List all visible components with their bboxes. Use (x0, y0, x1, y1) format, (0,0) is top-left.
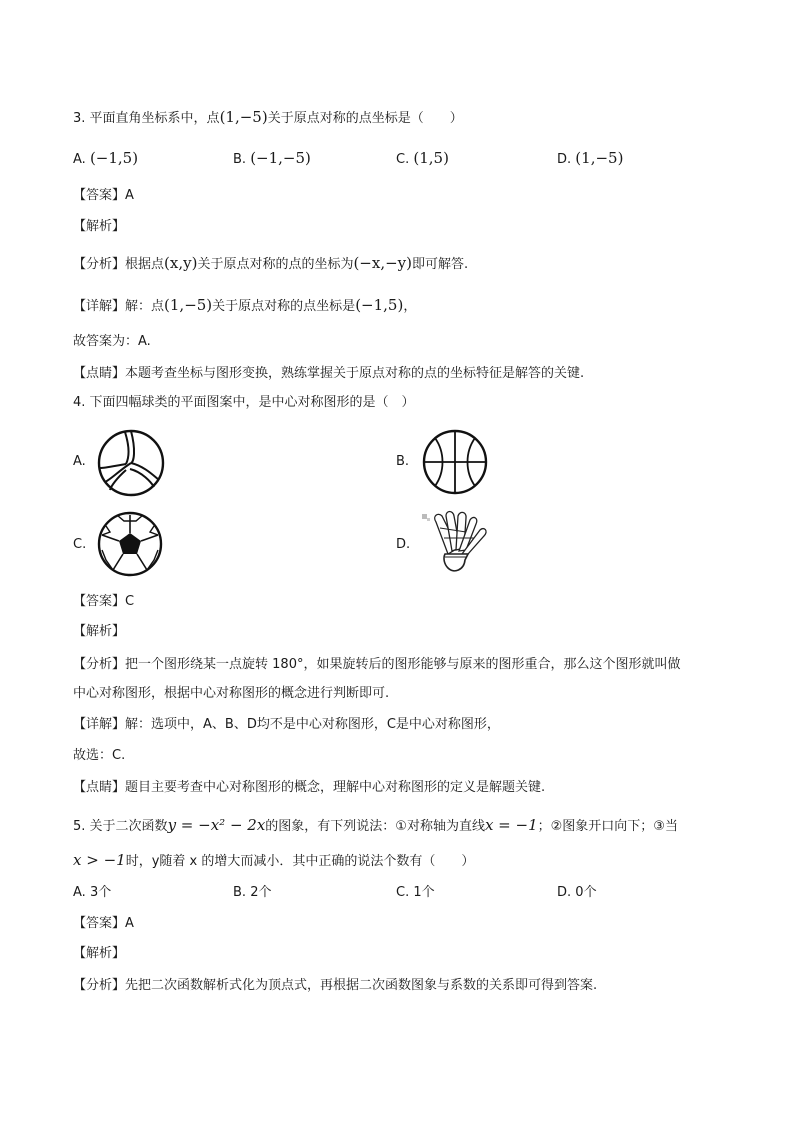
q3-stem-text-a: 平面直角坐标系中，点 (89, 111, 220, 126)
detail-text: 解：选项中，A、B、D均不是中心对称图形，C是中心对称图形， (125, 717, 500, 732)
option-letter: B. (233, 885, 247, 900)
answer-value: C (125, 594, 135, 609)
q5-stem-text-b: 的图象，有下列说法：①对称轴为直线 (265, 819, 485, 834)
q4-conclusion: 故选：C. (73, 748, 126, 763)
shuttlecock-icon[interactable] (418, 508, 494, 580)
q5-answer (73, 914, 134, 934)
option-letter: D. (557, 885, 572, 900)
option-value: (−1,−5) (250, 149, 311, 167)
volleyball-icon[interactable] (96, 428, 166, 498)
answer-tag: 【答案】 (73, 594, 126, 609)
q3-stem-point: (1,−5) (219, 108, 268, 126)
q4-option-b-letter[interactable]: B. (396, 454, 410, 469)
q4-option-d-letter[interactable]: D. (396, 537, 411, 552)
q3-stem (73, 107, 463, 129)
q5-option-d[interactable] (557, 883, 597, 903)
option-value: (1,−5) (575, 149, 624, 167)
q3-option-d[interactable] (557, 148, 623, 170)
q3-stem-text-b: 关于原点对称的点坐标是（ ） (267, 111, 463, 126)
q5-stem-func: y = −x² − 2x (167, 816, 266, 834)
detail-text-b: 关于原点对称的点坐标是 (212, 299, 356, 314)
fenxi-text-1: 把一个图形绕某一点旋转 180°，如果旋转后的图形能够与原来的图形重合，那么这个图形就叫做 (125, 657, 681, 672)
q4-option-c-letter[interactable]: C. (73, 537, 87, 552)
option-letter: A. (73, 152, 86, 167)
q5-stem-cond: x > −1 (73, 851, 126, 869)
option-value: 3个 (89, 885, 112, 900)
fenxi-text-a: 根据点 (125, 257, 165, 272)
option-value: 0个 (575, 885, 597, 900)
q5-option-b[interactable] (233, 883, 271, 903)
q5-stem-text-c: ；②图象开口向下；③当 (537, 819, 678, 834)
fenxi-tag: 【分析】 (73, 257, 126, 272)
detail-text-c: ， (403, 299, 417, 314)
q5-option-a[interactable] (73, 883, 111, 903)
q3-detail (73, 295, 416, 317)
q4-answer (73, 592, 134, 612)
fenxi-tag: 【分析】 (73, 657, 126, 672)
basketball-icon[interactable] (421, 428, 489, 496)
comment-text: 本题考查坐标与图形变换，熟练掌握关于原点对称的点的坐标特征是解答的关键. (125, 366, 585, 381)
comment-text: 题目主要考查中心对称图形的概念，理解中心对称图形的定义是解题关键. (125, 780, 546, 795)
fenxi-text-c: 即可解答. (412, 257, 469, 272)
q4-analysis-tag: 【解析】 (73, 624, 126, 639)
q5-stem-line2 (73, 850, 474, 872)
q3-conclusion: 故答案为：A. (73, 334, 151, 349)
comment-tag: 【点睛】 (73, 366, 126, 381)
q4-option-a-letter[interactable]: A. (73, 454, 86, 469)
detail-tag: 【详解】 (73, 717, 126, 732)
q5-stem-line1 (73, 815, 678, 837)
detail-tag: 【详解】 (73, 299, 126, 314)
q4-stem (73, 393, 415, 413)
option-letter: D. (557, 152, 572, 167)
q4-number: 4. (73, 395, 86, 410)
option-value: 2个 (250, 885, 272, 900)
fenxi-text-b: 关于原点对称的点的坐标为 (197, 257, 354, 272)
answer-value: A (125, 188, 134, 203)
q3-answer (73, 186, 134, 206)
q5-analysis-tag: 【解析】 (73, 946, 126, 961)
answer-tag: 【答案】 (73, 188, 126, 203)
q3-fenxi (73, 253, 468, 275)
option-letter: A. (73, 885, 86, 900)
fenxi-math-1: (x,y) (164, 254, 198, 272)
q4-stem-text: 下面四幅球类的平面图案中，是中心对称图形的是（ ） (89, 395, 415, 410)
q3-option-b[interactable] (233, 148, 311, 170)
answer-value: A (125, 916, 134, 931)
soccer-ball-icon[interactable] (96, 510, 164, 578)
q5-stem-text-d: 时，y随着 x 的增大而减小．其中正确的说法个数有（ ） (125, 854, 475, 869)
fenxi-tag: 【分析】 (73, 978, 126, 993)
detail-math-2: (−1,5) (355, 296, 404, 314)
q3-option-a[interactable] (73, 148, 138, 170)
q3-analysis-tag: 【解析】 (73, 219, 126, 234)
q5-stem-text-a: 关于二次函数 (89, 819, 168, 834)
option-letter: C. (396, 152, 410, 167)
option-letter: C. (396, 885, 410, 900)
comment-tag: 【点睛】 (73, 780, 126, 795)
fenxi-math-2: (−x,−y) (353, 254, 412, 272)
option-letter: B. (233, 152, 247, 167)
option-value: 1个 (413, 885, 435, 900)
option-value: (−1,5) (89, 149, 139, 167)
detail-text-a: 解：点 (125, 299, 165, 314)
q3-number: 3. (73, 111, 86, 126)
q5-number: 5. (73, 819, 86, 834)
fenxi-text: 先把二次函数解析式化为顶点式，再根据二次函数图象与系数的关系即可得到答案. (125, 978, 598, 993)
q5-stem-axis: x = −1 (484, 816, 538, 834)
q5-fenxi (73, 976, 597, 996)
q3-comment (73, 364, 584, 384)
q4-detail (73, 715, 500, 735)
q4-comment (73, 778, 545, 798)
q4-fenxi-line2: 中心对称图形，根据中心对称图形的概念进行判断即可. (73, 686, 390, 701)
q5-option-c[interactable] (396, 883, 435, 903)
q4-fenxi-line1 (73, 655, 680, 675)
answer-tag: 【答案】 (73, 916, 126, 931)
q3-option-c[interactable] (396, 148, 449, 170)
detail-math-1: (1,−5) (164, 296, 213, 314)
option-value: (1,5) (413, 149, 449, 167)
